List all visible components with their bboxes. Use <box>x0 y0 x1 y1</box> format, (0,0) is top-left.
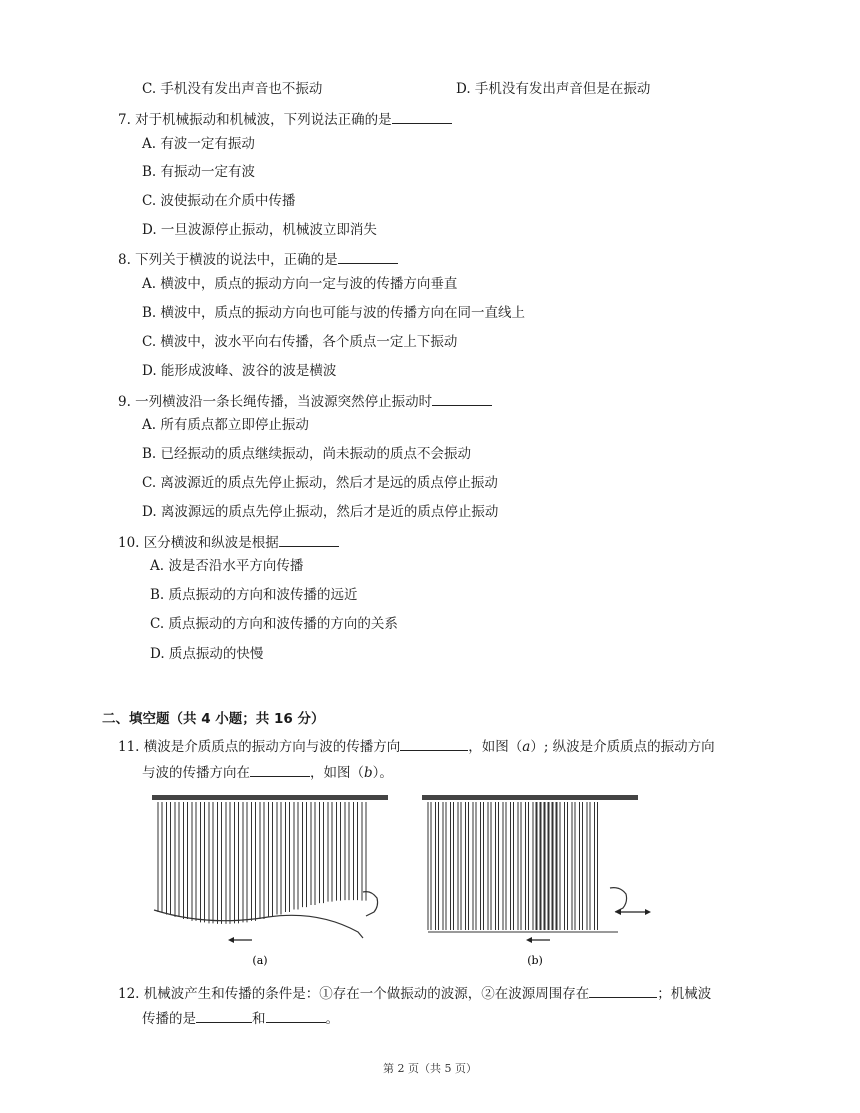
q9-option-b: B. 已经振动的质点继续振动，尚未振动的质点不会振动 <box>142 446 472 462</box>
q12-text-3: 传播的是 <box>142 1011 196 1027</box>
curtain-pleat-b <box>488 802 491 930</box>
curtain-pleat-b <box>511 802 514 930</box>
q9-stem <box>118 392 492 411</box>
q11-line-1 <box>118 737 715 756</box>
q10-stem-text: 10. 区分横波和纵波是根据 <box>118 535 279 551</box>
figure-a-label: (a) <box>252 954 268 967</box>
q8-option-c: C. 横波中，波水平向右传播，各个质点一定上下振动 <box>142 334 458 350</box>
q7-option-d: D. 一旦波源停止振动，机械波立即消失 <box>142 222 377 238</box>
curtain-pleat-b <box>587 802 590 930</box>
q8-answer-blank[interactable] <box>338 250 398 264</box>
curtain-pleat-a <box>192 802 196 921</box>
curtain-pleat-b <box>496 802 499 930</box>
curtain-pleat-b <box>537 802 540 930</box>
curtain-pleat-b <box>565 802 568 930</box>
curtain-pleat-b <box>466 802 469 930</box>
q8-option-d: D. 能形成波峰、波谷的波是横波 <box>142 363 337 379</box>
curtain-pleat-a <box>354 802 358 900</box>
q9-option-a: A. 所有质点都立即停止振动 <box>142 417 309 433</box>
curtain-pleat-b <box>458 802 461 930</box>
q12-text-2: ；机械波 <box>657 986 712 1002</box>
q12-blank-2[interactable] <box>196 1009 252 1023</box>
curtain-pleat-a <box>277 802 281 914</box>
q12-blank-1[interactable] <box>589 984 657 998</box>
q11-text-6: ）。 <box>372 765 393 781</box>
q7-stem <box>118 110 452 129</box>
curtain-pleat-a <box>328 802 332 902</box>
curtain-pleat-b <box>451 802 454 930</box>
q11-line-2 <box>142 763 393 782</box>
curtain-pleat-b <box>436 802 439 930</box>
curtain-pleat-a <box>184 802 188 919</box>
curtain-pleat-a <box>294 802 298 910</box>
curtain-pleat-b <box>526 802 529 930</box>
q12-blank-3[interactable] <box>266 1009 326 1023</box>
curtain-pleat-a <box>175 802 179 917</box>
curtain-pleat-a <box>226 802 230 924</box>
q9-option-c: C. 离波源近的质点先停止振动，然后才是远的质点停止振动 <box>142 475 498 491</box>
q11-text-2: ，如图（ <box>468 739 523 755</box>
q7-option-c: C. 波使振动在介质中传播 <box>142 193 296 209</box>
curtain-rod-a <box>152 795 388 800</box>
curtain-pleat-b <box>549 802 552 930</box>
q10-answer-blank[interactable] <box>279 533 339 547</box>
q11-blank-1[interactable] <box>400 737 468 751</box>
curtain-pleat-a <box>252 802 256 921</box>
curtain-pleat-b <box>545 802 548 930</box>
q11-blank-2[interactable] <box>250 763 310 777</box>
curtain-pleat-a <box>303 802 307 907</box>
q9-option-d: D. 离波源远的质点先停止振动，然后才是近的质点停止振动 <box>142 504 499 520</box>
curtain-pleat-a <box>243 802 247 922</box>
curtain-pleat-a <box>286 802 290 912</box>
curtain-pleat-b <box>503 802 506 930</box>
curtain-pleat-a <box>320 802 324 903</box>
q12-line-1 <box>118 984 711 1003</box>
curtain-pleat-a <box>311 802 315 905</box>
curtain-pleat-b <box>557 802 560 930</box>
curtain-pleat-a <box>167 802 171 914</box>
q7-stem-text: 7. 对于机械振动和机械波，下列说法正确的是 <box>118 112 392 128</box>
curtain-pleat-b <box>533 802 536 930</box>
curtain-pleat-b <box>473 802 476 930</box>
q10-option-c: C. 质点振动的方向和波传播的方向的关系 <box>150 616 398 632</box>
q10-option-b: B. 质点振动的方向和波传播的远近 <box>150 587 358 603</box>
curtain-pleat-a <box>345 802 349 900</box>
q10-option-d: D. 质点振动的快慢 <box>150 646 264 662</box>
curtain-pleat-a <box>235 802 239 923</box>
q12-text-5: 。 <box>325 1011 339 1027</box>
curtain-pleat-a <box>260 802 264 919</box>
arrow-left-a-head <box>228 937 234 943</box>
q9-stem-text: 9. 一列横波沿一条长绳传播，当波源突然停止振动时 <box>118 394 433 410</box>
q11-text-4: 与波的传播方向在 <box>142 765 250 781</box>
arrow-double-b-right-head <box>645 909 651 915</box>
curtain-pleat-b <box>518 802 521 930</box>
curtain-pleat-a <box>158 802 162 912</box>
curtain-pleat-a <box>201 802 205 922</box>
q11-text-3: ）; 纵波是介质质点的振动方向 <box>530 739 715 755</box>
q12-text-4: 和 <box>252 1011 266 1027</box>
q11-text-5: ，如图（ <box>310 765 364 781</box>
q7-option-a: A. 有波一定有振动 <box>142 136 255 152</box>
q6-option-c: C. 手机没有发出声音也不振动 <box>142 81 323 97</box>
q10-option-a: A. 波是否沿水平方向传播 <box>150 558 304 574</box>
curtain-pleat-a <box>362 802 366 901</box>
curtain-hem-a <box>154 910 363 938</box>
q8-stem-text: 8. 下列关于横波的说法中，正确的是 <box>118 252 338 268</box>
q8-option-a: A. 横波中，质点的振动方向一定与波的传播方向垂直 <box>142 276 458 292</box>
arrow-left-b-head <box>526 937 532 943</box>
figure-b-label: (b) <box>527 954 543 967</box>
page-footer: 第 2 页（共 5 页） <box>383 1062 477 1075</box>
hand-a-icon <box>363 892 378 916</box>
q10-stem <box>118 533 339 552</box>
q8-option-b: B. 横波中，质点的振动方向也可能与波的传播方向在同一直线上 <box>142 305 526 321</box>
figure-b-longitudinal-curtain <box>418 792 658 972</box>
q11-fig-a-ref: a <box>522 739 531 755</box>
curtain-pleat-b <box>595 802 598 930</box>
q8-stem <box>118 250 398 269</box>
figure-a-transverse-curtain <box>148 792 398 972</box>
curtain-pleat-a <box>337 802 341 901</box>
q9-answer-blank[interactable] <box>432 392 492 406</box>
q12-line-2 <box>142 1009 339 1028</box>
curtain-pleat-b <box>580 802 583 930</box>
curtain-rod-b <box>422 795 638 800</box>
curtain-pleat-b <box>481 802 484 930</box>
curtain-pleat-b <box>572 802 575 930</box>
q12-text-1: 12. 机械波产生和传播的条件是：①存在一个做振动的波源，②在波源周围存在 <box>118 986 590 1002</box>
q11-text-1: 11. 横波是介质质点的振动方向与波的传播方向 <box>118 739 401 755</box>
section-2-heading: 二、填空题（共 4 小题；共 16 分） <box>102 711 325 727</box>
curtain-pleat-a <box>218 802 222 924</box>
curtain-pleat-a <box>269 802 273 917</box>
curtain-pleat-a <box>209 802 213 923</box>
curtain-pleat-b <box>428 802 431 930</box>
q7-option-b: B. 有振动一定有波 <box>142 164 256 180</box>
curtain-pleat-b <box>443 802 446 930</box>
q6-option-d: D. 手机没有发出声音但是在振动 <box>456 81 651 97</box>
curtain-pleat-b <box>541 802 544 930</box>
q11-fig-b-ref: b <box>364 765 373 781</box>
q7-answer-blank[interactable] <box>392 110 452 124</box>
hand-b-icon <box>610 888 627 912</box>
curtain-pleat-b <box>553 802 556 930</box>
